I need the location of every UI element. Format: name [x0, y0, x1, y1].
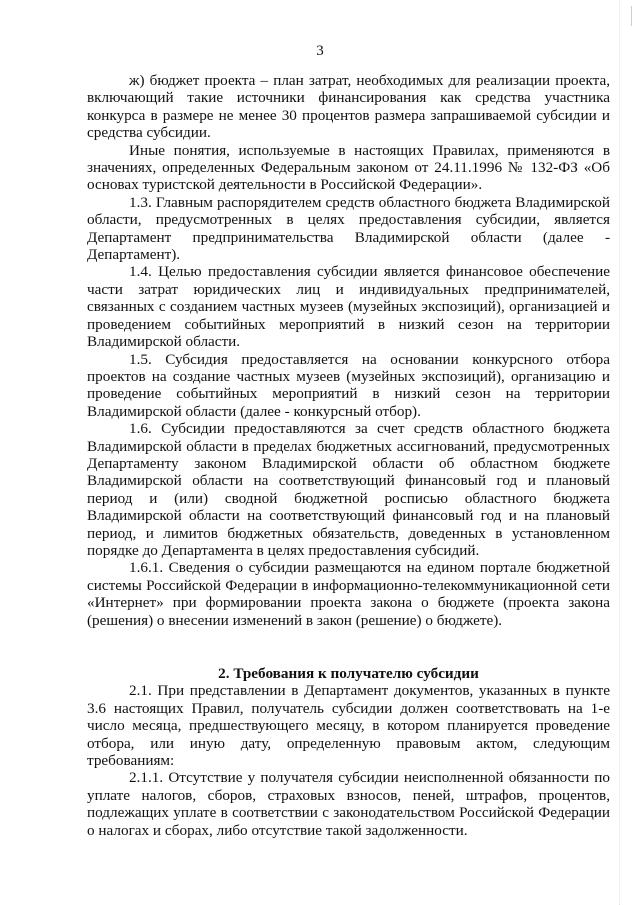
page-number: 3 — [316, 43, 324, 59]
paragraph-1-4: 1.4. Целью предоставления субсидии является финансовое обеспечение части затрат юридических лиц и индивидуальных предпринимателей, связанных с созданием частных музеев (музейных экспозиций), организацией и проведением событийных мероприятий в низкий сезон на территории Владимирской области. — [87, 263, 610, 351]
scan-edge-tick — [628, 6, 632, 26]
document-body — [87, 72, 610, 839]
paragraph-1-6-1: 1.6.1. Сведения о субсидии размещаются на едином портале бюджетной системы Российской Федерации в информационно-телекоммуникационной сети «Интернет» при формировании проекта закона о бюджете (проекта закона (решения) о внесении изменений в закон (решение) о бюджете). — [87, 559, 610, 629]
scan-edge-marks — [609, 0, 620, 905]
paragraph-budget-project: ж) бюджет проекта – план затрат, необходимых для реализации проекта, включающий такие источники финансирования как средства участника конкурса в размере не менее 30 процентов размера запрашиваемой субсидии и средства субсидии. — [87, 72, 610, 142]
paragraph-1-6: 1.6. Субсидии предоставляются за счет средств областного бюджета Владимирской области в пределах бюджетных ассигнований, предусмотренных Департаменту законом Владимирской области об областном бюджете Владимирской области на соответствующий финансовый год и плановый период и (или) сводной бюджетной росписью областного бюджета Владимирской области на соответствующий финансовый год и на плановый период, и лимитов бюджетных обязательств, доведенных в установленном порядке до Департамента в целях предоставления субсидий. — [87, 420, 610, 559]
paragraph-other-terms: Иные понятия, используемые в настоящих Правилах, применяются в значениях, определенных Федеральным законом от 24.11.1996 № 132-ФЗ «Об основах туристской деятельности в Российской Федерации». — [87, 141, 610, 194]
section-title-requirements: 2. Требования к получателю субсидии — [218, 665, 479, 682]
paragraph-1-5: 1.5. Субсидия предоставляется на основании конкурсного отбора проектов на создание частных музеев (музейных экспозиций), организацию и проведение событийных мероприятий в низкий сезон на территории Владимирской области (далее - конкурсный отбор). — [87, 350, 610, 420]
paragraph-1-3: 1.3. Главным распорядителем средств областного бюджета Владимирской области, предусмотренных в целях предоставления субсидии, является Департамент предпринимательства Владимирской области (далее - Департамент). — [87, 193, 610, 264]
paragraph-2-1: 2.1. При представлении в Департамент документов, указанных в пункте 3.6 настоящих Правил, получатель субсидии должен соответствовать на 1-е число месяца, предшествующего месяцу, в котором планируется проведение отбора, или иную дату, определенную правовым актом, следующим требованиям: — [87, 682, 610, 770]
paragraph-2-1-1: 2.1.1. Отсутствие у получателя субсидии неисполненной обязанности по уплате налогов, сборов, страховых взносов, пеней, штрафов, процентов, подлежащих уплате в соответствии с законодательством Российской Федерации о налогах и сборах, либо отсутствие такой задолженности. — [87, 769, 610, 839]
